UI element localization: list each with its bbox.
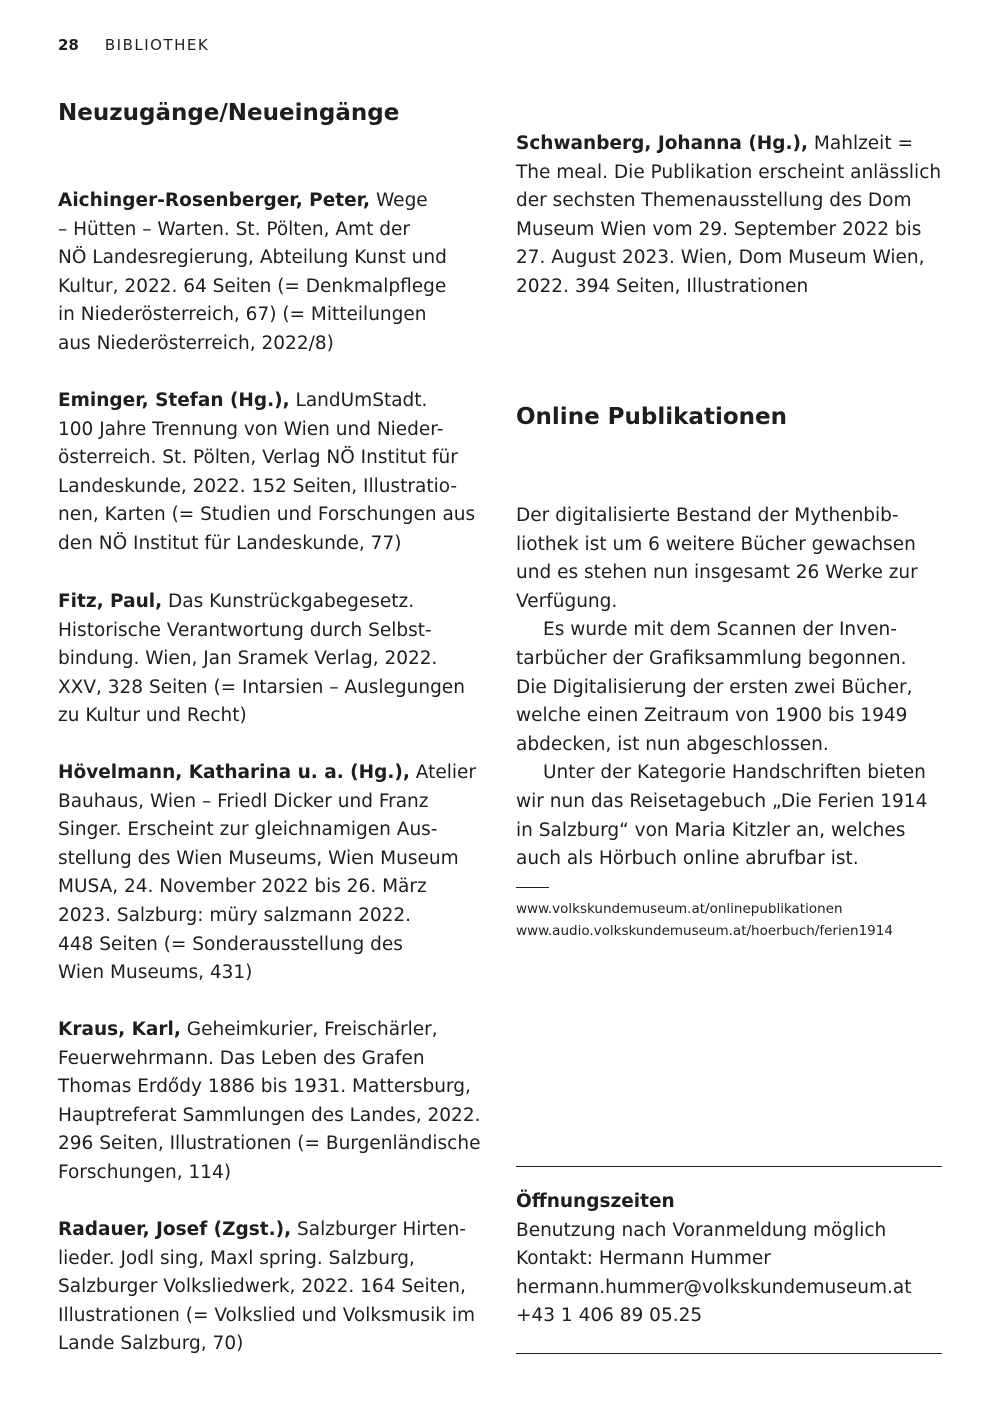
entry-line: Museum Wien vom 29. September 2022 bis bbox=[516, 218, 922, 240]
entry-line: Hauptreferat Sammlungen des Landes, 2022. bbox=[58, 1104, 481, 1126]
paragraph-line: Es wurde mit dem Scannen der Inven- bbox=[543, 619, 897, 641]
paragraph-line: tarbücher der Grafiksammlung begonnen. bbox=[516, 647, 907, 669]
entry-line: XXV, 328 Seiten (= Intarsien – Auslegungen bbox=[58, 676, 465, 698]
entry-line: den NÖ Institut für Landeskunde, 77) bbox=[58, 532, 402, 554]
entry-line: Wien Museums, 431) bbox=[58, 962, 253, 984]
entry-line: Bauhaus, Wien – Friedl Dicker und Franz bbox=[58, 790, 429, 812]
entry-line: österreich. St. Pölten, Verlag NÖ Institut für bbox=[58, 447, 458, 469]
paragraph-line: auch als Hörbuch online abrufbar ist. bbox=[516, 848, 859, 870]
entry-line bbox=[58, 387, 498, 416]
short-divider bbox=[516, 887, 549, 888]
entry-author: Kraus, Karl, bbox=[58, 1019, 181, 1040]
entry-line: Feuerwehrmann. Das Leben des Grafen bbox=[58, 1047, 425, 1069]
entry-line: Lande Salzburg, 70) bbox=[58, 1333, 244, 1355]
entry-author: Eminger, Stefan (Hg.), bbox=[58, 390, 290, 411]
bibliography-entry bbox=[58, 759, 498, 988]
entry-line bbox=[58, 187, 498, 216]
link-audiobook[interactable]: www.audio.volkskundemuseum.at/hoerbuch/ferien1914 bbox=[516, 923, 893, 939]
entry-line bbox=[58, 1216, 498, 1245]
entry-text: Wege bbox=[370, 190, 428, 211]
entry-line: 27. August 2023. Wien, Dom Museum Wien, bbox=[516, 247, 925, 269]
paragraph-line: liothek ist um 6 weitere Bücher gewachsen bbox=[516, 533, 916, 555]
bibliography-entry bbox=[58, 187, 498, 359]
entry-line bbox=[516, 130, 956, 159]
entry-line: nen, Karten (= Studien und Forschungen aus bbox=[58, 504, 476, 526]
email-link[interactable]: hermann.hummer@volkskundemuseum.at bbox=[516, 1276, 912, 1298]
entry-line: The meal. Die Publikation erscheint anlässlich bbox=[516, 161, 942, 183]
entry-line: 296 Seiten, Illustrationen (= Burgenländische bbox=[58, 1133, 481, 1155]
entry-text: Atelier bbox=[409, 762, 476, 783]
entry-line: lieder. Jodl sing, Maxl spring. Salzburg, bbox=[58, 1247, 415, 1269]
section-name: BIBLIOTHEK bbox=[104, 36, 210, 54]
entry-line: 100 Jahre Trennung von Wien und Nieder- bbox=[58, 418, 444, 440]
entry-author: Aichinger-Rosenberger, Peter, bbox=[58, 190, 371, 211]
entry-line: Illustrationen (= Volkslied und Volksmusik im bbox=[58, 1304, 476, 1326]
entry-line: 448 Seiten (= Sonderausstellung des bbox=[58, 933, 403, 955]
entry-text: LandUmStadt. bbox=[289, 390, 428, 411]
divider-top bbox=[516, 1166, 942, 1167]
section-title-new-acquisitions: Neuzugänge/Neueingänge bbox=[58, 100, 400, 126]
bibliography-entry bbox=[58, 1016, 498, 1188]
opening-hours bbox=[516, 1188, 956, 1331]
bibliography-entry bbox=[58, 588, 498, 731]
entry-line: bindung. Wien, Jan Sramek Verlag, 2022. bbox=[58, 648, 438, 670]
paragraph-line: in Salzburg“ von Maria Kitzler an, welches bbox=[516, 819, 906, 841]
bibliography-entry bbox=[58, 1216, 498, 1359]
paragraph-line: welche einen Zeitraum von 1900 bis 1949 bbox=[516, 705, 908, 727]
entry-author: Fitz, Paul, bbox=[58, 591, 163, 612]
entry-text: Das Kunstrückgabegesetz. bbox=[162, 591, 415, 612]
entry-line: Salzburger Volksliedwerk, 2022. 164 Seiten, bbox=[58, 1276, 466, 1298]
paragraph-line: Verfügung. bbox=[516, 590, 618, 612]
entry-line: – Hütten – Warten. St. Pölten, Amt der bbox=[58, 218, 410, 240]
entry-line: stellung des Wien Museums, Wien Museum bbox=[58, 847, 459, 869]
paragraph-line: abdecken, ist nun abgeschlossen. bbox=[516, 733, 829, 755]
entry-line: Landeskunde, 2022. 152 Seiten, Illustratio- bbox=[58, 475, 458, 497]
entry-text: Mahlzeit = bbox=[808, 133, 913, 154]
section-title-online-publications: Online Publikationen bbox=[516, 404, 787, 430]
entry-line bbox=[58, 588, 498, 617]
paragraph-line: wir nun das Reisetagebuch „Die Ferien 1914 bbox=[516, 790, 928, 812]
contact-line: Kontakt: Hermann Hummer bbox=[516, 1248, 771, 1270]
entry-line: in Niederösterreich, 67) (= Mitteilungen bbox=[58, 304, 427, 326]
entry-author: Hövelmann, Katharina u. a. (Hg.), bbox=[58, 762, 410, 783]
entry-text: Geheimkurier, Freischärler, bbox=[180, 1019, 438, 1040]
paragraph-line: Der digitalisierte Bestand der Mythenbib- bbox=[516, 505, 899, 526]
entry-line: Singer. Erscheint zur gleichnamigen Aus- bbox=[58, 819, 438, 841]
entry-line: aus Niederösterreich, 2022/8) bbox=[58, 332, 334, 354]
hours-line: Benutzung nach Voranmeldung möglich bbox=[516, 1219, 887, 1241]
bibliography-entry bbox=[58, 387, 498, 559]
phone-number: +43 1 406 89 05.25 bbox=[516, 1305, 703, 1327]
entry-line: Historische Verantwortung durch Selbst- bbox=[58, 619, 432, 641]
entry-line: Forschungen, 114) bbox=[58, 1161, 232, 1183]
entry-line: MUSA, 24. November 2022 bis 26. März bbox=[58, 876, 427, 898]
online-publications-text bbox=[516, 502, 956, 874]
page-number: 28 bbox=[58, 36, 79, 54]
entry-line: Thomas Erdődy 1886 bis 1931. Mattersburg, bbox=[58, 1076, 471, 1098]
entry-line: Kultur, 2022. 64 Seiten (= Denkmalpflege bbox=[58, 275, 447, 297]
paragraph-line: Die Digitalisierung der ersten zwei Bücher, bbox=[516, 676, 913, 698]
entry-line: zu Kultur und Recht) bbox=[58, 705, 247, 727]
entry-line: 2023. Salzburg: müry salzmann 2022. bbox=[58, 904, 412, 926]
paragraph-line: Unter der Kategorie Handschriften bieten bbox=[543, 762, 926, 784]
running-header bbox=[58, 36, 209, 54]
entry-line bbox=[58, 759, 498, 788]
opening-hours-title: Öffnungszeiten bbox=[516, 1191, 675, 1212]
entry-line: der sechsten Themenausstellung des Dom bbox=[516, 190, 912, 212]
divider-bottom bbox=[516, 1353, 942, 1354]
entry-line: 2022. 394 Seiten, Illustrationen bbox=[516, 275, 809, 297]
paragraph-line: und es stehen nun insgesamt 26 Werke zur bbox=[516, 562, 918, 584]
bibliography-entry bbox=[516, 130, 956, 302]
entry-text: Salzburger Hirten- bbox=[291, 1219, 467, 1240]
link-online-publications[interactable]: www.volkskundemuseum.at/onlinepublikationen bbox=[516, 901, 843, 917]
entry-line: NÖ Landesregierung, Abteilung Kunst und bbox=[58, 247, 447, 269]
entry-author: Radauer, Josef (Zgst.), bbox=[58, 1219, 292, 1240]
entry-author: Schwanberg, Johanna (Hg.), bbox=[516, 133, 809, 154]
entry-line bbox=[58, 1016, 498, 1045]
